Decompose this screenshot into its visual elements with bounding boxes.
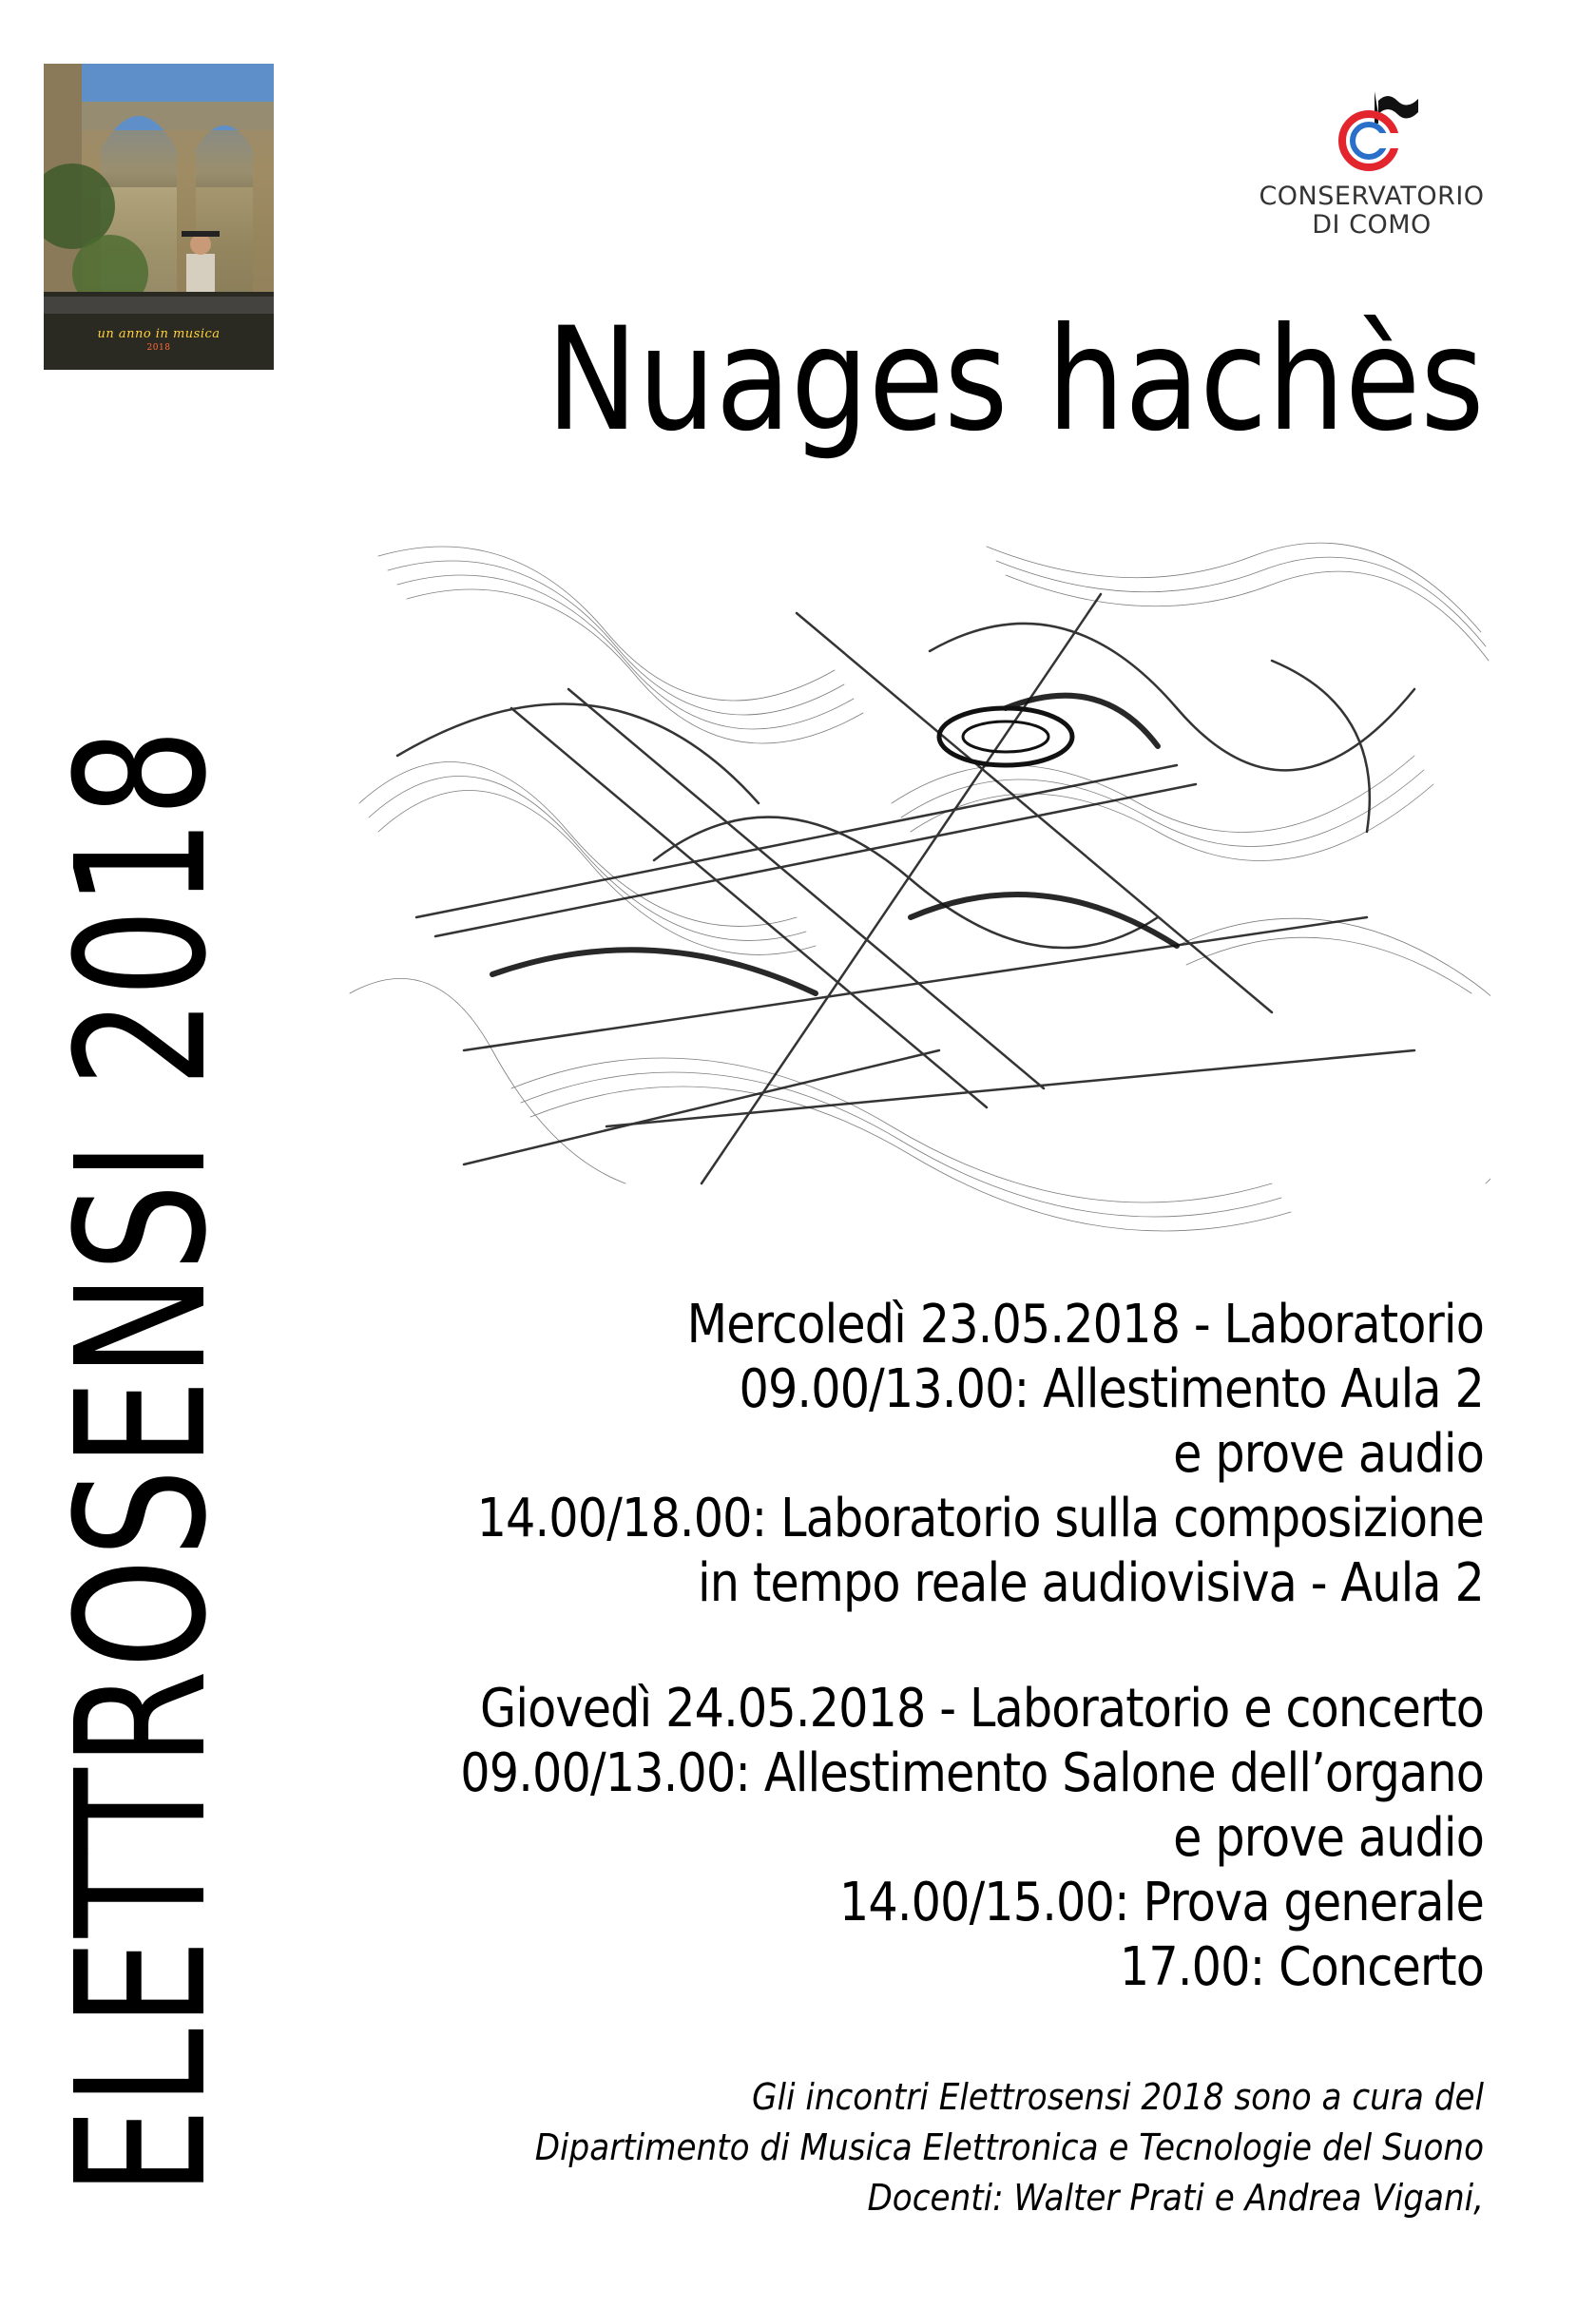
logo-text bbox=[1234, 183, 1509, 240]
day-1-line: e prove audio bbox=[1173, 1423, 1484, 1485]
conservatory-logo-icon bbox=[1319, 82, 1424, 177]
day-1-line: 09.00/13.00: Allestimento Aula 2 bbox=[739, 1358, 1484, 1420]
day-2-heading: Giovedì 24.05.2018 - Laboratorio e concerto bbox=[480, 1678, 1485, 1740]
side-title-word: ELETTROSENSI bbox=[38, 1139, 246, 2196]
conservatory-logo bbox=[1234, 82, 1509, 262]
credits-line: Docenti: Walter Prati e Andrea Vigani, bbox=[867, 2177, 1484, 2219]
day-1-line: 14.00/18.00: Laboratorio sulla composizione bbox=[476, 1488, 1484, 1549]
logo-line-1: CONSERVATORIO bbox=[1259, 182, 1485, 211]
abstract-lines-artwork bbox=[321, 518, 1490, 1241]
side-title-year: 2018 bbox=[38, 726, 246, 1088]
day-2-line: 09.00/13.00: Allestimento Salone dell’organo bbox=[460, 1742, 1484, 1804]
day-2-line: e prove audio bbox=[1173, 1807, 1484, 1869]
day-2-line: 17.00: Concerto bbox=[1119, 1936, 1484, 1998]
cover-caption: un anno in musica 2018 bbox=[97, 327, 221, 353]
schedule-day-2 bbox=[153, 1677, 1484, 2000]
day-1-heading: Mercoledì 23.05.2018 - Laboratorio bbox=[686, 1294, 1484, 1356]
day-1-line: in tempo reale audiovisiva - Aula 2 bbox=[697, 1552, 1484, 1614]
credits bbox=[153, 2072, 1484, 2223]
credits-line: Dipartimento di Musica Elettronica e Tecnologie del Suono bbox=[534, 2126, 1484, 2168]
schedule-day-1 bbox=[153, 1293, 1484, 1616]
cover-thumbnail bbox=[44, 64, 274, 370]
cloister-photo-icon bbox=[44, 64, 274, 370]
page-title: Nuages hachès bbox=[546, 298, 1484, 463]
credits-line: Gli incontri Elettrosensi 2018 sono a cura del bbox=[751, 2076, 1484, 2118]
logo-line-2: DI COMO bbox=[1312, 210, 1432, 240]
day-2-line: 14.00/15.00: Prova generale bbox=[838, 1872, 1484, 1933]
